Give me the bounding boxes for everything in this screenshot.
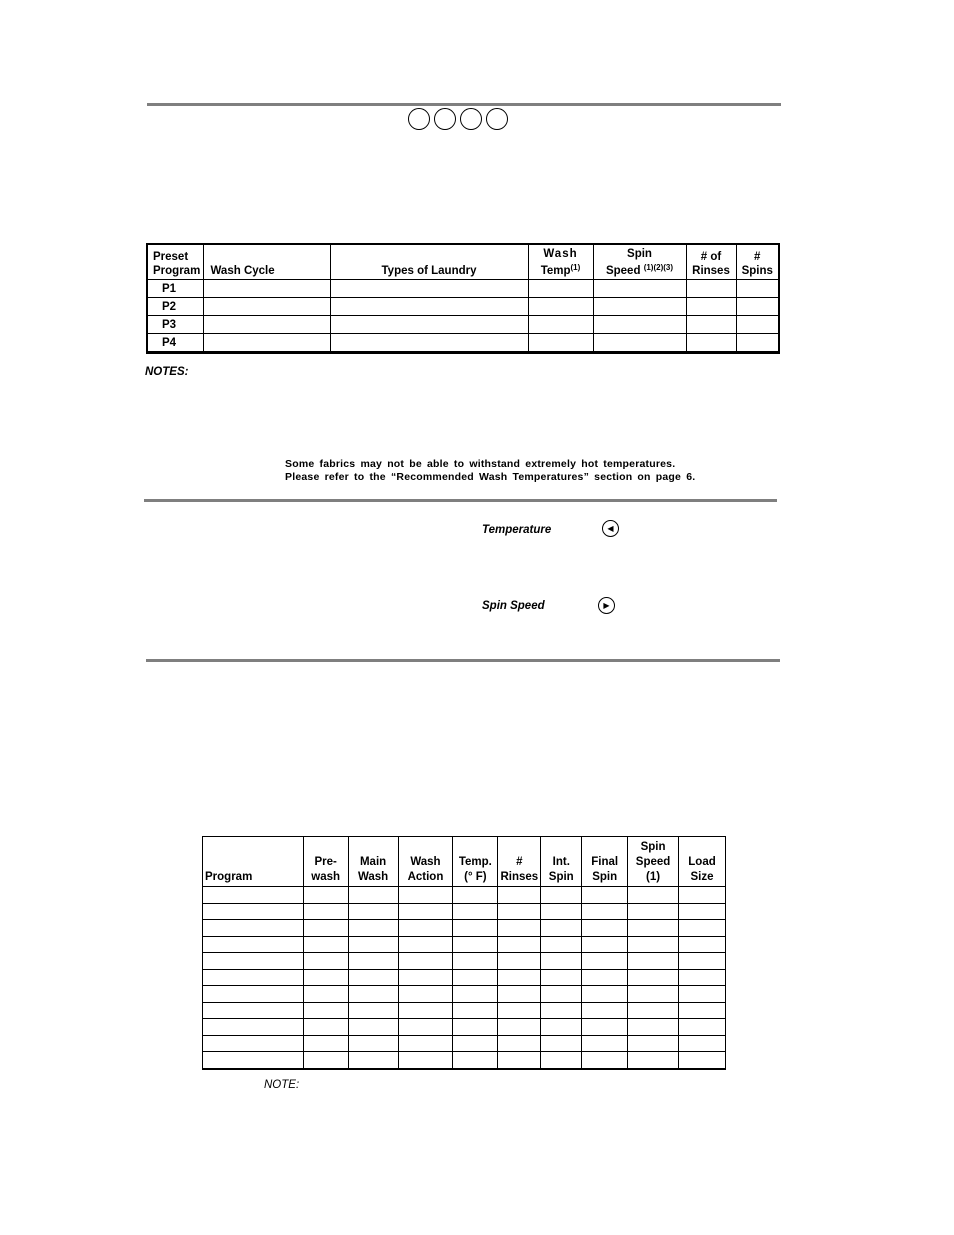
table-cell: [303, 887, 348, 904]
header-spins-line1: #: [754, 251, 761, 263]
header-rinses-line2: Rinses: [692, 265, 730, 277]
table-cell: [582, 887, 628, 904]
table-cell: [679, 1002, 726, 1019]
table-cell: [398, 986, 453, 1003]
header-spin-line1: Spin: [640, 841, 666, 853]
table-cell: [628, 969, 679, 986]
table-cell: [453, 1035, 498, 1052]
header-wash-cycle: Wash Cycle: [203, 244, 330, 280]
table-cell: [398, 969, 453, 986]
table-cell: [203, 903, 304, 920]
table-cell: [203, 1019, 304, 1036]
table-cell: [582, 986, 628, 1003]
table-cell: [679, 920, 726, 937]
header-wash-footnote: (1): [570, 263, 581, 272]
table-cell: [398, 1019, 453, 1036]
table-cell: [398, 1052, 453, 1069]
table-cell: [453, 1019, 498, 1036]
table-cell: [582, 936, 628, 953]
table-cell: [348, 887, 398, 904]
table-cell: [679, 1019, 726, 1036]
header-types-of-laundry: Types of Laundry: [330, 244, 528, 280]
table-cell: [679, 953, 726, 970]
table-row: [147, 316, 779, 334]
header-rinses-line2: Rinses: [500, 871, 539, 883]
header-prewash-line1: Pre-: [314, 856, 337, 868]
table-cell: [453, 936, 498, 953]
table-cell: [203, 887, 304, 904]
table-cell: [498, 903, 541, 920]
table-cell: [398, 887, 453, 904]
table-row: [203, 887, 726, 904]
warning-line2: Please refer to the “Recommended Wash Temperatures” section on page 6.: [285, 471, 696, 483]
header-final-line1: Final: [591, 856, 619, 868]
table-cell: [582, 920, 628, 937]
table-cell: [203, 986, 304, 1003]
section-divider: [144, 499, 777, 502]
header-wash-action: [398, 837, 453, 887]
table-cell: [203, 953, 304, 970]
table-cell: [303, 920, 348, 937]
header-main-line2: Wash: [357, 871, 389, 883]
table-cell: [398, 1002, 453, 1019]
table-cell: [453, 903, 498, 920]
table-cell: [303, 969, 348, 986]
table-cell: [203, 1002, 304, 1019]
header-rinses: [498, 837, 541, 887]
table-cell: [498, 1052, 541, 1069]
table-row: [203, 1019, 726, 1036]
header-final-line2: Spin: [592, 871, 618, 883]
circle-icon: [486, 108, 508, 130]
row-program-label: P3: [147, 316, 203, 334]
table-cell: [303, 953, 348, 970]
program-chart-table: [202, 836, 726, 1070]
temperature-warning: [285, 458, 695, 484]
table-cell: [348, 1002, 398, 1019]
header-temp-line2: (° F): [464, 871, 487, 883]
circle-icon: [408, 108, 430, 130]
table-cell: [582, 1052, 628, 1069]
table-cell: [303, 1035, 348, 1052]
table-cell: [679, 1035, 726, 1052]
table-cell: [541, 920, 582, 937]
header-preset-program: [147, 244, 203, 280]
header-temp-line1: Temp.: [458, 856, 492, 868]
table-cell: [628, 936, 679, 953]
table-cell: [582, 903, 628, 920]
header-load-line1: Load: [688, 856, 716, 868]
table-cell: [453, 986, 498, 1003]
table-cell: [453, 969, 498, 986]
header-int-line2: Spin: [548, 871, 574, 883]
table-row: [147, 280, 779, 298]
table-cell: [679, 1052, 726, 1069]
table-cell: [628, 1019, 679, 1036]
header-preset-line1: Preset: [153, 251, 189, 263]
table-cell: [541, 986, 582, 1003]
table-cell: [303, 1052, 348, 1069]
display-circles: [408, 108, 508, 130]
table-row: [203, 936, 726, 953]
table-cell: [303, 1002, 348, 1019]
header-wash-temp: [528, 244, 593, 280]
row-program-label: P4: [147, 334, 203, 353]
table-cell: [398, 1035, 453, 1052]
table-cell: [203, 920, 304, 937]
header-wash-line2: Temp: [540, 265, 571, 277]
table-cell: [498, 936, 541, 953]
table-cell: [582, 1002, 628, 1019]
table-cell: [348, 969, 398, 986]
table-cell: [348, 1052, 398, 1069]
table-cell: [398, 936, 453, 953]
header-main-line1: Main: [359, 856, 387, 868]
table-cell: [541, 969, 582, 986]
table-cell: [498, 920, 541, 937]
header-rinses-line1: #: [516, 856, 523, 868]
top-divider: [147, 103, 781, 106]
circle-icon: [460, 108, 482, 130]
table-cell: [498, 986, 541, 1003]
table-cell: [348, 1035, 398, 1052]
table-cell: [203, 1052, 304, 1069]
header-spin-line2: Speed: [635, 856, 671, 868]
table-cell: [582, 953, 628, 970]
table-cell: [453, 887, 498, 904]
header-spin-speed: [593, 244, 686, 280]
table-cell: [498, 969, 541, 986]
table-cell: [628, 920, 679, 937]
header-final-spin: [582, 837, 628, 887]
table-cell: [628, 1052, 679, 1069]
table-cell: [498, 1019, 541, 1036]
header-action-line1: Wash: [410, 856, 441, 868]
warning-line1: Some fabrics may not be able to withstand extremely hot temperatures.: [285, 458, 676, 470]
table-cell: [303, 1019, 348, 1036]
table-cell: [453, 953, 498, 970]
preset-program-table: [146, 243, 780, 354]
table-cell: [303, 986, 348, 1003]
table-cell: [541, 1019, 582, 1036]
table-cell: [203, 969, 304, 986]
header-preset-line2: Program: [153, 265, 201, 277]
header-int-spin: [541, 837, 582, 887]
table-row: [147, 334, 779, 353]
table-cell: [628, 1002, 679, 1019]
table-row: [203, 953, 726, 970]
header-wash-line1: Wash: [543, 248, 578, 260]
table-cell: [203, 1035, 304, 1052]
table-row: [147, 298, 779, 316]
table-cell: [498, 887, 541, 904]
table-row: [203, 986, 726, 1003]
row-program-label: P2: [147, 298, 203, 316]
header-main-wash: [348, 837, 398, 887]
table-row: [203, 1052, 726, 1069]
header-load-size: [679, 837, 726, 887]
header-prewash: [303, 837, 348, 887]
header-spin-line2: Speed: [605, 265, 641, 277]
table-cell: [453, 1052, 498, 1069]
header-spin-footnote: (1)(2)(3): [643, 263, 674, 272]
table-cell: [303, 903, 348, 920]
table-row: [203, 969, 726, 986]
header-program: Program: [203, 837, 304, 887]
table-cell: [541, 887, 582, 904]
table-cell: [348, 1019, 398, 1036]
header-spin-line3: (1): [646, 871, 661, 883]
table-row: [203, 1002, 726, 1019]
table-cell: [628, 887, 679, 904]
table-cell: [398, 920, 453, 937]
header-rinses: [686, 244, 736, 280]
table-cell: [541, 953, 582, 970]
table-cell: [498, 953, 541, 970]
header-rinses-line1: # of: [700, 251, 722, 263]
right-arrow-icon: ▶: [598, 597, 615, 614]
table-cell: [679, 903, 726, 920]
table-cell: [541, 903, 582, 920]
table-cell: [541, 1035, 582, 1052]
table-cell: [628, 953, 679, 970]
header-prewash-line2: wash: [311, 871, 341, 883]
left-arrow-icon: ◀: [602, 520, 619, 537]
row-program-label: P1: [147, 280, 203, 298]
table-cell: [541, 936, 582, 953]
table-cell: [679, 986, 726, 1003]
notes-label: NOTES:: [145, 366, 189, 378]
table-cell: [628, 903, 679, 920]
table-cell: [348, 920, 398, 937]
table-cell: [679, 936, 726, 953]
table-cell: [203, 936, 304, 953]
header-spins: [736, 244, 779, 280]
table-row: [203, 920, 726, 937]
table-cell: [628, 1035, 679, 1052]
table-cell: [541, 1052, 582, 1069]
header-spin-line1: Spin: [627, 248, 652, 260]
table-cell: [348, 953, 398, 970]
header-temp: [453, 837, 498, 887]
table-row: [203, 903, 726, 920]
table-cell: [679, 887, 726, 904]
table-cell: [582, 969, 628, 986]
table-cell: [348, 903, 398, 920]
table-cell: [582, 1035, 628, 1052]
table-cell: [348, 986, 398, 1003]
table-cell: [582, 1019, 628, 1036]
header-spin-speed: [628, 837, 679, 887]
table-cell: [453, 1002, 498, 1019]
table-cell: [303, 936, 348, 953]
table-cell: [679, 969, 726, 986]
table-cell: [498, 1035, 541, 1052]
section-divider: [146, 659, 780, 662]
table-row: [203, 1035, 726, 1052]
table-cell: [348, 936, 398, 953]
circle-icon: [434, 108, 456, 130]
spin-speed-label: Spin Speed: [482, 600, 545, 612]
table-cell: [498, 1002, 541, 1019]
table-cell: [398, 953, 453, 970]
table-cell: [453, 920, 498, 937]
table-cell: [628, 986, 679, 1003]
note-label: NOTE:: [264, 1079, 300, 1091]
header-action-line2: Action: [407, 871, 444, 883]
header-load-line2: Size: [690, 871, 714, 883]
table-cell: [541, 1002, 582, 1019]
table-cell: [398, 903, 453, 920]
temperature-label: Temperature: [482, 524, 552, 536]
header-spins-line2: Spins: [741, 265, 773, 277]
header-int-line1: Int.: [552, 856, 570, 868]
